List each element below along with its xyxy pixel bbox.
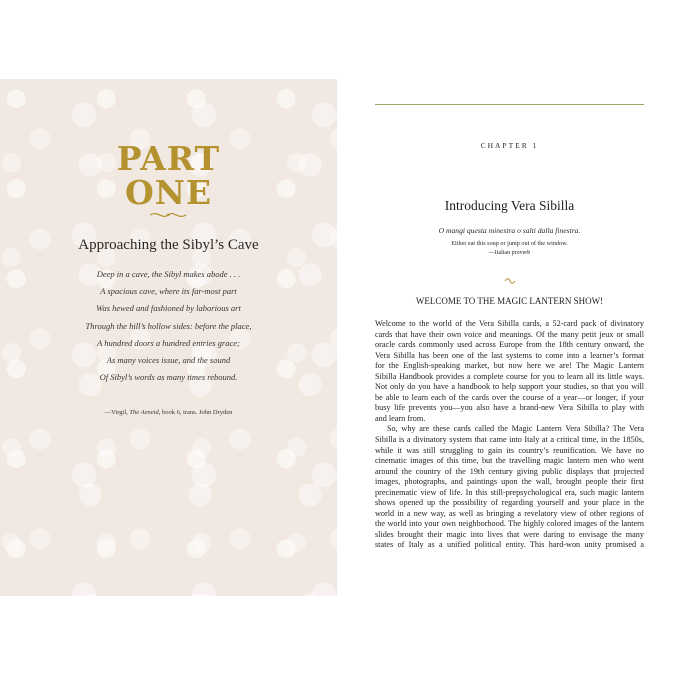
epigraph-source: —Italian proverb [488, 250, 531, 256]
body-line: while it was still struggling to gain its country’s reunification. We have no [375, 445, 644, 455]
part-title: Approaching the Sibyl’s Cave [78, 237, 259, 253]
body-line: Not only do you have a handbook to help support your studies, so that you will [375, 382, 644, 392]
attribution-work: The Aeneid [129, 409, 159, 416]
body-line: So, why are these cards called the Magic Lantern Vera Sibilla? The Vera [387, 424, 644, 434]
body-line: slides brought their magic into lives that were daring to envisage the many [375, 529, 644, 539]
section-ornament-icon [504, 277, 516, 285]
body-line: around the country of the 19th century giving public displays that projected [375, 466, 644, 476]
left-page [0, 79, 337, 596]
section-heading: WELCOME TO THE MAGIC LANTERN SHOW! [415, 296, 604, 306]
epigraph-translation: Either eat this soup or jump out of the window. [451, 240, 568, 247]
body-line: Sibilla Handbook provides a complete course for you to learn all its little ways. [375, 371, 644, 381]
body-line: cards that have their own voice and meanings. Of the many petit jeux or small [375, 329, 644, 339]
epigraph-italian: O mangi questa minestra o salti dalla finestra. [438, 226, 581, 235]
body-line: world in a new way, as well as bringing a revelatory view of other regions of [375, 508, 644, 518]
poem-attribution [0, 409, 337, 416]
body-line: precinematic view of life. In this still-prepsychological era, such magic lantern [375, 487, 644, 497]
body-line: busy life prevents you—you also have a brand-new Vera Sibilla to play with [375, 403, 644, 413]
body-line: images, photographs, and paintings upon the wall, brought people their first [375, 477, 644, 487]
attribution-prefix: —Virgil, [104, 409, 130, 416]
body-line: and learn from. [375, 413, 426, 423]
poem-line: Deep in a cave, the Sibyl makes abode . . . [96, 269, 241, 279]
poem-line: Through the hill’s hollow sides: before the place, [85, 320, 252, 331]
poem-line: Was hewed and fashioned by laborious art [96, 303, 241, 314]
poem-line: A spacious cave, where its far-most part [100, 286, 237, 297]
poem-line: A hundred doors a hundred entries grace; [97, 337, 240, 348]
header-rule [375, 104, 644, 105]
body-text [375, 319, 644, 551]
body-line: oracle cards commonly used across Europe from the 18th century onward, the [375, 340, 644, 350]
body-line: the world into your own neighborhood. The highly colored images of the lantern [375, 519, 644, 529]
poem [0, 266, 337, 386]
body-line: shows opened up the possibility of regarding yourself and your place in the [375, 498, 644, 508]
flourish-ornament-icon [148, 210, 188, 220]
part-heading-line1: PART [116, 139, 221, 178]
body-line: be able to learn each of the cards over the course of a year—or longer, if your [375, 392, 644, 402]
body-line: for the English-speaking market, but now here we are! The Magic Lantern [375, 361, 644, 371]
body-line: Sibilla is a divinatory system that came into Italy at a critical time, in the 1850s, [375, 435, 644, 445]
attribution-suffix: , book 6, trans. John Dryden [158, 409, 233, 416]
body-line: Vera Sibilla has been one of the last systems to come into a learner’s format [375, 350, 644, 360]
body-line: cinematic images of this time, but the travelling magic lantern men who went [375, 456, 644, 466]
chapter-title: Introducing Vera Sibilla [444, 198, 575, 213]
body-line: states of Italy as a unified political entity. This hard-won unity promised a [375, 540, 644, 550]
poem-line: Of Sibyl’s words as many times rebound. [99, 372, 238, 383]
poem-line: As many voices issue, and the sound [106, 355, 231, 366]
body-line: Welcome to the world of the Vera Sibilla cards, a 52-card pack of divinatory [375, 319, 644, 328]
chapter-label: CHAPTER 1 [480, 141, 539, 150]
part-heading-line2: ONE [124, 173, 213, 212]
